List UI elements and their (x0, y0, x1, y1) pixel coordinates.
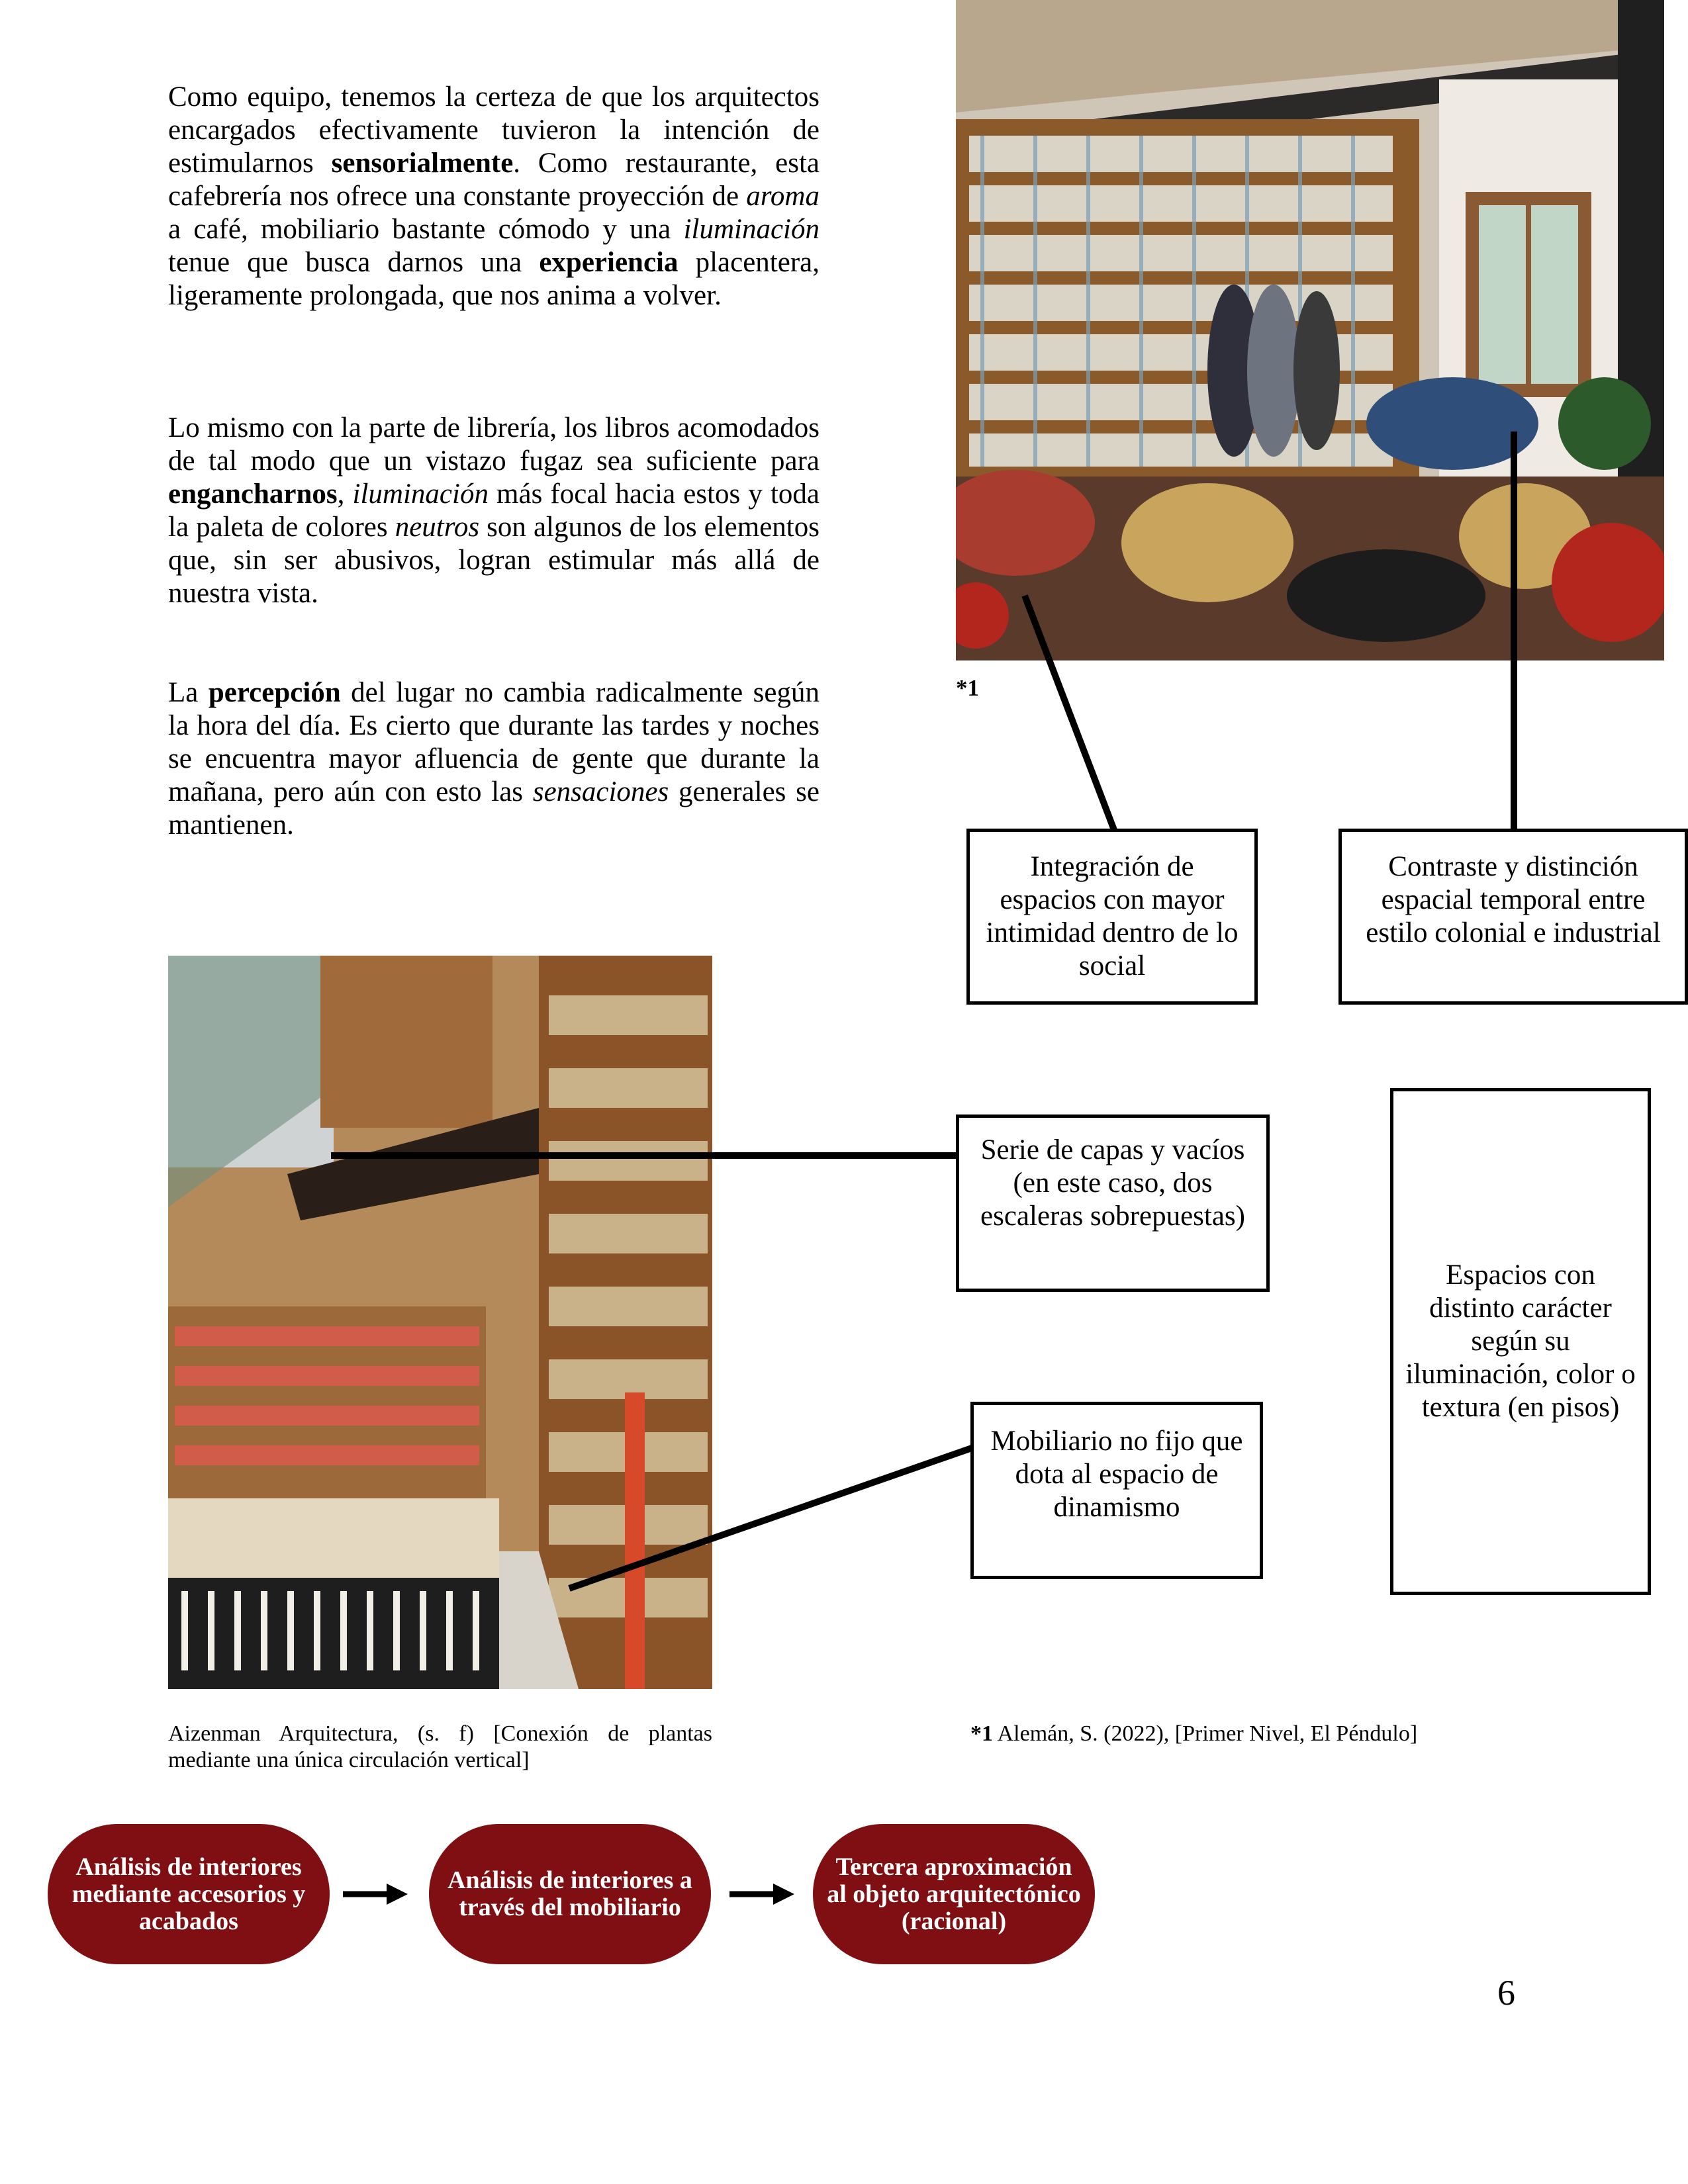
paragraph-perception: La percepción del lugar no cambia radicalmente según la hora del día. Es cierto que durante las tardes y noches se encuentra mayor afluencia de gente que durante la mañana, pero aún con esto las sensaciones generales se mantienen. (168, 677, 820, 841)
italic-term: sensaciones (532, 776, 669, 807)
bold-term: engancharnos (168, 478, 338, 510)
annotation-box-contrast: Contraste y distinción espacial temporal entre estilo colonial e industrial (1338, 829, 1688, 1005)
caption-footnote-mark: *1 (970, 1721, 993, 1746)
annotation-box-furniture: Mobiliario no fijo que dota al espacio de dinamismo (970, 1402, 1263, 1579)
annotation-box-intimacy: Integración de espacios con mayor intimidad dentro de lo social (966, 829, 1258, 1005)
flow-step-accessories: Análisis de interiores mediante accesorios y acabados (48, 1824, 330, 1964)
bookstore-interior-photo (168, 956, 712, 1689)
italic-term: iluminación (352, 478, 489, 510)
flow-step-third-approach: Tercera aproximación al objeto arquitectónico (racional) (813, 1824, 1095, 1964)
caption-bookstore-source: Aizenman Arquitectura, (s. f) [Conexión de plantas mediante una única circulación vertical] (168, 1721, 712, 1772)
bold-term: percepción (208, 677, 341, 708)
italic-term: iluminación (683, 214, 820, 245)
annotation-box-layers: Serie de capas y vacíos (en este caso, dos escaleras sobrepuestas) (956, 1115, 1270, 1292)
italic-term: neutros (395, 512, 480, 543)
annotation-box-character: Espacios con distinto carácter según su iluminación, color o textura (en pisos) (1390, 1088, 1651, 1595)
paragraph-restaurant-sensory: Como equipo, tenemos la certeza de que los arquitectos encargados efectivamente tuvieron la intención de estimularnos sensorialmente. Como restaurante, esta cafebrería nos ofrece una constante proyección de aroma a café, mobiliario bastante cómodo y una iluminación tenue que busca darnos una experiencia placentera, ligeramente prolongada, que nos anima a volver. (168, 81, 820, 311)
bold-term: sensorialmente (331, 148, 514, 179)
photo-footnote-mark: *1 (956, 675, 979, 701)
italic-term: aroma (746, 181, 820, 212)
bold-term: experiencia (539, 247, 679, 278)
arrow-right-icon (343, 1880, 409, 1909)
cafe-interior-photo (956, 0, 1664, 660)
arrow-right-icon (729, 1880, 796, 1909)
caption-cafe-source: *1 Alemán, S. (2022), [Primer Nivel, El Péndulo] (970, 1721, 1418, 1746)
page-number: 6 (1497, 1973, 1515, 2013)
flow-step-furniture: Análisis de interiores a través del mobiliario (429, 1824, 711, 1964)
paragraph-bookstore: Lo mismo con la parte de librería, los libros acomodados de tal modo que un vistazo fugaz sea suficiente para engancharnos, iluminación más focal hacia estos y toda la paleta de colores neutros son algunos de los elementos que, sin ser abusivos, logran estimular más allá de nuestra vista. (168, 412, 820, 609)
